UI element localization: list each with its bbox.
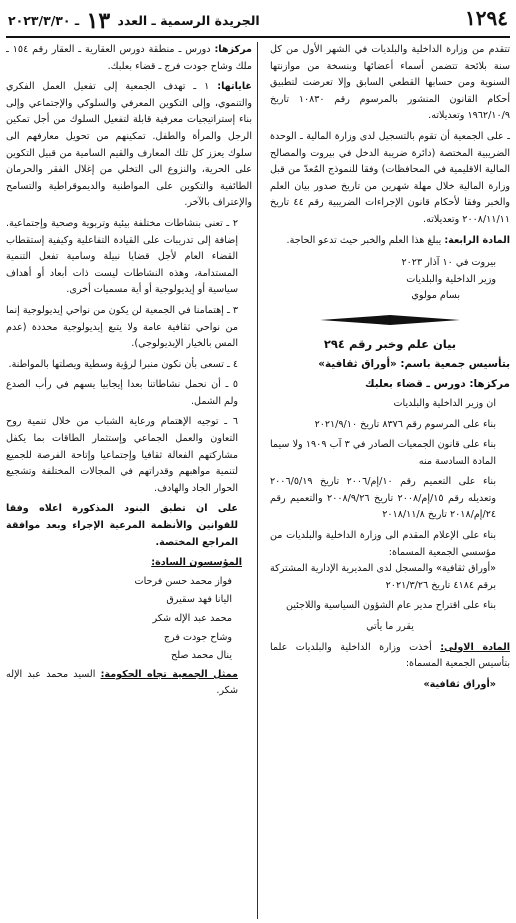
basis-clause: بناء على الإعلام المقدم الى وزارة الداخلية والبلديات من مؤسسي الجمعية المسماة: (270, 530, 496, 558)
goal-item: ٤ ـ تسعى بأن نكون منبرا لرؤية وسطية ويصلتها بالمواطنة. (8, 358, 238, 370)
goal-item: ٦ ـ توجيه الإهتمام ورعاية الشباب من خلال تنمية روح التعاون والعمل الجماعي وإستثمار الطاقات بما يكفل مشاركتهم الفعالة ثقافيا وإجتماعيا وإتاحة الفرصة للجميع لتنمية مواهبهم وقدراتهم في المجالات المختلفة وتشجيع الحوار الجاد والهادف. (6, 416, 238, 494)
gazette-title-pre: الجريدة الرسمية ـ العدد (117, 13, 260, 28)
article-text: يبلغ هذا العلم والخبر حيث تدعو الحاجة. (286, 234, 442, 246)
gazette-title (8, 8, 260, 34)
goal-one (6, 79, 252, 212)
paragraph: ـ على الجمعية أن تقوم بالتسجيل لدى وزارة المالية ـ الوحدة الضريبية المختصة (دائرة ضريبة الدخل في بيروت والمصالح المالية الاقليمية في المحافظات) وفقا للنموذج المُعدّ من قبل وزارة المالية خلال مهلة شهرين من تاريخ صدور بيان العلم والخبر وفقا لأحكام قانون الإجراءات الضريبية رقم ٤٤ تاريخ ٢٠٠٨/١١/١١ وتعديلاته. (270, 130, 510, 225)
gazette-date: ـ ٢٠٢٣/٣/٣٠ (8, 13, 80, 28)
article-one (270, 640, 510, 673)
founder-name: ينال محمد صلح (171, 650, 232, 662)
representative-clause (6, 667, 252, 700)
founder-name: محمد عبد الإله شكر (152, 613, 232, 624)
apply-clause: على ان تطبق البنود المذكورة اعلاه وفقا للقوانين والأنظمة المرعية الإجراء وبعد موافقة المراجع المختصة. (6, 503, 238, 548)
basis-clause: «أوراق ثقافية» والمسجل لدى المديرية الإدارية المشتركة برقم ٤١٨٤ تاريخ ٢٠٢١/٣/٢٦ (270, 563, 496, 591)
issue-number: ١٣ (86, 8, 111, 34)
notice-subtitle: بتأسيس جمعية باسم: «أوراق ثقافية» (318, 357, 510, 370)
center-label: مركزها: (214, 44, 252, 55)
minister-name: بسام مولوي (411, 290, 460, 302)
notice-title: بيان علم وخبر رقم ٢٩٤ (323, 336, 457, 351)
page-number: ١٢٩٤ (465, 6, 508, 30)
article-four (270, 233, 510, 250)
goal-item: ٥ ـ أن نحمل نشاطاتنا بعدا إيجابيا يسهم في رأب الصدع ولم الشمل. (6, 379, 238, 407)
column-divider (257, 42, 258, 919)
section-divider (270, 309, 510, 331)
goal-item: ٢ ـ تعنى بنشاطات مختلفة بيئية وتربوية وصحية وإجتماعية. إضافة إلى تدريبات على القيادة التفاعلية وكيفية إستقطاب القضاء العام لأجل قضايا نبيلة وسامية تفعل التنمية المستدامة، وهذه النشاطات ليست ذات أبعاد أو أهداف سياسية أو إيديولوجية أو أية مسميات أخرى. (6, 217, 238, 296)
article-label: المادة الاولى: (440, 641, 510, 653)
decides-heading: يقرر ما يأتي (366, 621, 414, 633)
issuer-line: ان وزير الداخلية والبلديات (393, 397, 496, 409)
founder-name: اليانا فهد سقيرق (166, 594, 232, 606)
ornament-divider-icon (320, 315, 460, 325)
right-column (270, 42, 510, 919)
basis-clause: بناء على قانون الجمعيات الصادر في ٣ آب ١٩٠٩ ولا سيما المادة السادسة منه (270, 439, 497, 467)
goal-text: ١ ـ تهدف الجمعية إلى تفعيل العمل الفكري والتنموي، وإلى التكوين المعرفي والسلوكي والإجتماعي وإلى بناء إستراتيجيات معرفية قابلة لتفعيل السلوك من أجل تمكين الرجل والمرأة والطفل. تمكينهم من تحويل معارفهم الى سلوك يعزز كل تلك المعارف والقيم السامية من قبيل التكوين على الحرية، والنزوع الى التخلي من إغلال الفقر والحرمان الطائفية والتكوين على المواطنية والديموقراطية والتسامح والإعتراف بالآخر. (6, 81, 252, 209)
basis-clause: بناء على التعميم رقم ١٠/إم/٢٠٠٦ تاريخ ٢٠٠٦/٥/١٩ وتعديله رقم ١٥/إم/٢٠٠٨ تاريخ ٢٠٠٨/٩/٢٦ والتعميم رقم ٢٤/إم/٢٠١٨ تاريخ ٢٠١٨/١١/٨ (270, 476, 496, 521)
association-name: «أوراق ثقافية» (423, 678, 496, 690)
founders-heading: المؤسسون السادة: (151, 557, 242, 569)
article-text: أخذت وزارة الداخلية والبلديات علما بتأسيس الجمعية المسماة: (270, 641, 510, 670)
representative-label: ممثل الجمعية تجاه الحكومة: (100, 668, 238, 680)
article-label: المادة الرابعة: (444, 234, 510, 246)
center-text: دورس ـ منطقة دورس العقارية ـ العقار رقم ١٥٤ ـ ملك وشاح جودت فرج ـ قضاء بعلبك. (6, 44, 252, 72)
founder-name: وشاح جودت فرج (163, 631, 232, 643)
goal-item: ٣ ـ إهتمامنا في الجمعية لن يكون من نواحي إيديولوجية إنما من نواحي ثقافية عامة ولا يتبع إيديولوجية محددة (عدم المس بالخيار الإيديولوجي). (6, 304, 238, 350)
goals-label: غاياتها: (217, 81, 252, 93)
paragraph: تتقدم من وزارة الداخلية والبلديات في الشهر الأول من كل سنة بلائحة تتضمن أسماء أعضائها وبنسخة من موازنتها السنوية ومن حسابها القطعي السابق وإلا تعرضت لتطبيق أحكام القانون المنشور بالمرسوم رقم ١٠٨٣٠ تاريخ ١٩٦٢/١٠/٩ وتعديلاته. (270, 44, 510, 122)
center-clause (6, 42, 252, 75)
date-line: بيروت في ١٠ آذار ٢٠٢٣ (401, 257, 496, 269)
basis-clause: بناء على اقتراح مدير عام الشؤون السياسية واللاجئين (285, 600, 496, 612)
left-column (6, 42, 252, 919)
minister-title: وزير الداخلية والبلديات (406, 273, 496, 285)
page-header (6, 2, 510, 38)
notice-center: مركزها: دورس ـ قضاء بعلبك (365, 377, 510, 390)
founder-name: فواز محمد حسن فرحات (134, 575, 232, 587)
representative-text: السيد محمد عبد الإله شكر. (6, 668, 238, 697)
basis-clause: بناء على المرسوم رقم ٨٣٧٦ تاريخ ٢٠٢١/٩/١٠ (314, 418, 496, 430)
